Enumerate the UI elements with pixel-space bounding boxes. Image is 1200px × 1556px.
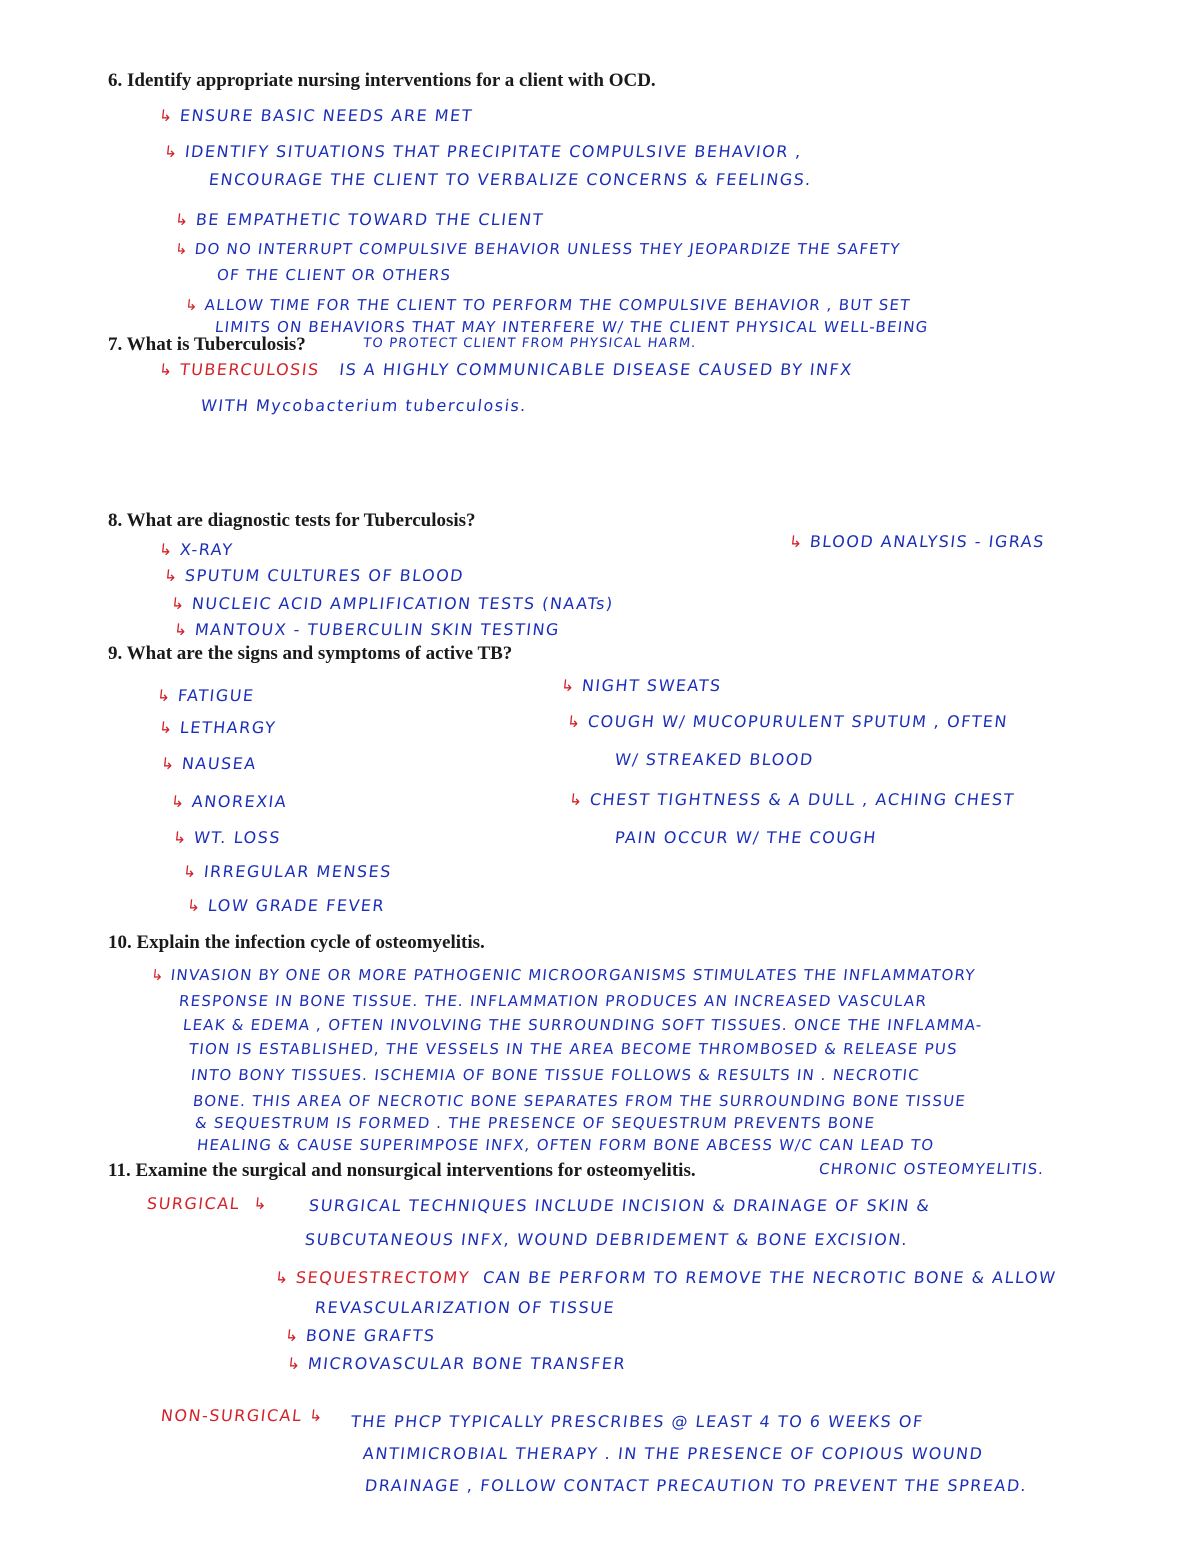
arrow-icon: ↳ [156,686,173,705]
symptom-left-2: ↳ LETHARGY [158,718,278,737]
answer-6-5-cont2: TO PROTECT CLIENT FROM PHYSICAL HARM. [362,336,698,351]
nonsurgical-label: NON-SURGICAL ↳ [160,1406,325,1425]
arrow-icon: ↳ [158,718,175,737]
symptom-left-6: ↳ IRREGULAR MENSES [182,862,393,881]
arrow-icon: ↳ [158,360,175,379]
answer-6-5: ↳ ALLOW TIME FOR THE CLIENT TO PERFORM THE COMPULSIVE BEHAVIOR , BUT SET [184,296,912,314]
answer-10-line-3: LEAK & EDEMA , OFTEN INVOLVING THE SURROUNDING SOFT TISSUES. ONCE THE INFLAMMA- [182,1016,984,1034]
arrow-icon: ↳ [150,966,166,984]
arrow-icon: ↳ [158,106,175,125]
answer-10-tail: CHRONIC OSTEOMYELITIS. [818,1160,1046,1178]
nonsurgical-1: THE PHCP TYPICALLY PRESCRIBES @ LEAST 4 TO 6 WEEKS OF [350,1412,925,1431]
arrow-icon: ↳ [174,240,190,258]
arrow-icon: ↳ [160,754,177,773]
answer-6-4-cont: OF THE CLIENT OR OTHERS [216,266,453,284]
answer-10-line-5: INTO BONY TISSUES. ISCHEMIA OF BONE TISSUE FOLLOWS & RESULTS IN . NECROTIC [190,1066,921,1084]
question-9: 9. What are the signs and symptoms of active TB? [108,643,513,664]
answer-10-line-4: TION IS ESTABLISHED, THE VESSELS IN THE AREA BECOME THROMBOSED & RELEASE PUS [188,1040,959,1058]
question-11: 11. Examine the surgical and nonsurgical interventions for osteomyelitis. [108,1160,696,1181]
symptom-left-4: ↳ ANOREXIA [170,792,289,811]
arrow-icon: ↳ [186,896,203,915]
answer-6-4: ↳ DO NO INTERRUPT COMPULSIVE BEHAVIOR UNLESS THEY JEOPARDIZE THE SAFETY [174,240,902,258]
arrow-icon: ↳ [174,210,191,229]
surgical-4: ↳ MICROVASCULAR BONE TRANSFER [286,1354,628,1373]
symptom-right-1: ↳ NIGHT SWEATS [560,676,723,695]
arrow-icon: ↳ [172,828,189,847]
arrow-icon: ↳ [163,566,180,585]
arrow-icon: ↳ [274,1268,291,1287]
surgical-3: ↳ BONE GRAFTS [284,1326,437,1345]
arrow-icon: ↳ [568,790,585,809]
arrow-icon: ↳ [252,1194,270,1213]
arrow-icon: ↳ [308,1406,325,1425]
answer-6-2: ↳ IDENTIFY SITUATIONS THAT PRECIPITATE COMPULSIVE BEHAVIOR , [163,142,804,161]
arrow-icon: ↳ [170,594,187,613]
arrow-icon: ↳ [173,620,190,639]
answer-6-2-cont: ENCOURAGE THE CLIENT TO VERBALIZE CONCERNS & FEELINGS. [208,170,813,189]
symptom-right-2: ↳ COUGH W/ MUCOPURULENT SPUTUM , OFTEN [566,712,1009,731]
answer-8-5: ↳ BLOOD ANALYSIS - IGRAS [788,532,1046,551]
arrow-icon: ↳ [566,712,583,731]
answer-10-line-7: & SEQUESTRUM IS FORMED . THE PRESENCE OF SEQUESTRUM PREVENTS BONE [194,1114,877,1132]
symptom-right-3-cont: PAIN OCCUR W/ THE COUGH [614,828,878,847]
answer-7-1-cont: WITH Mycobacterium tuberculosis. [200,396,529,415]
answer-10-line-6: BONE. THIS AREA OF NECROTIC BONE SEPARATES FROM THE SURROUNDING BONE TISSUE [192,1092,967,1110]
symptom-left-5: ↳ WT. LOSS [172,828,283,847]
answer-6-3: ↳ BE EMPATHETIC TOWARD THE CLIENT [174,210,545,229]
surgical-1-cont: SUBCUTANEOUS INFX, WOUND DEBRIDEMENT & BONE EXCISION. [304,1230,910,1249]
answer-6-5-cont: LIMITS ON BEHAVIORS THAT MAY INTERFERE W/ THE CLIENT PHYSICAL WELL-BEING [214,318,930,336]
answer-8-2: ↳ SPUTUM CULTURES OF BLOOD [163,566,466,585]
answer-8-1: ↳ X-RAY [158,540,235,559]
answer-6-1: ↳ ENSURE BASIC NEEDS ARE MET [158,106,474,125]
arrow-icon: ↳ [170,792,187,811]
surgical-label: SURGICAL ↳ [146,1194,270,1213]
arrow-icon: ↳ [788,532,805,551]
question-6: 6. Identify appropriate nursing interventions for a client with OCD. [108,70,656,91]
symptom-left-1: ↳ FATIGUE [156,686,256,705]
symptom-left-7: ↳ LOW GRADE FEVER [186,896,387,915]
answer-10-line-1: ↳ INVASION BY ONE OR MORE PATHOGENIC MICROORGANISMS STIMULATES THE INFLAMMATORY [150,966,977,984]
answer-8-4: ↳ MANTOUX - TUBERCULIN SKIN TESTING [173,620,561,639]
symptom-left-3: ↳ NAUSEA [160,754,258,773]
answer-8-3: ↳ NUCLEIC ACID AMPLIFICATION TESTS (NAATs) [170,594,615,613]
arrow-icon: ↳ [284,1326,301,1345]
nonsurgical-1-cont2: DRAINAGE , FOLLOW CONTACT PRECAUTION TO PREVENT THE SPREAD. [364,1476,1029,1495]
arrow-icon: ↳ [184,296,200,314]
question-10: 10. Explain the infection cycle of osteomyelitis. [108,932,485,953]
arrow-icon: ↳ [560,676,577,695]
answer-10-line-8: HEALING & CAUSE SUPERIMPOSE INFX, OFTEN FORM BONE ABCESS W/C CAN LEAD TO [196,1136,936,1154]
answer-7-1: ↳ TUBERCULOSIS IS A HIGHLY COMMUNICABLE DISEASE CAUSED BY INFX [158,360,854,379]
arrow-icon: ↳ [286,1354,303,1373]
symptom-right-2-cont: W/ STREAKED BLOOD [614,750,815,769]
symptom-right-3: ↳ CHEST TIGHTNESS & A DULL , ACHING CHEST [568,790,1016,809]
question-7: 7. What is Tuberculosis? [108,334,306,355]
arrow-icon: ↳ [163,142,180,161]
arrow-icon: ↳ [158,540,175,559]
nonsurgical-1-cont: ANTIMICROBIAL THERAPY . IN THE PRESENCE OF COPIOUS WOUND [362,1444,985,1463]
question-8: 8. What are diagnostic tests for Tuberculosis? [108,510,476,531]
answer-10-line-2: RESPONSE IN BONE TISSUE. THE. INFLAMMATION PRODUCES AN INCREASED VASCULAR [178,992,929,1010]
surgical-2-cont: REVASCULARIZATION OF TISSUE [314,1298,617,1317]
arrow-icon: ↳ [182,862,199,881]
surgical-2: ↳ SEQUESTRECTOMY CAN BE PERFORM TO REMOVE THE NECROTIC BONE & ALLOW [274,1268,1058,1287]
surgical-1: SURGICAL TECHNIQUES INCLUDE INCISION & DRAINAGE OF SKIN & [308,1196,932,1215]
